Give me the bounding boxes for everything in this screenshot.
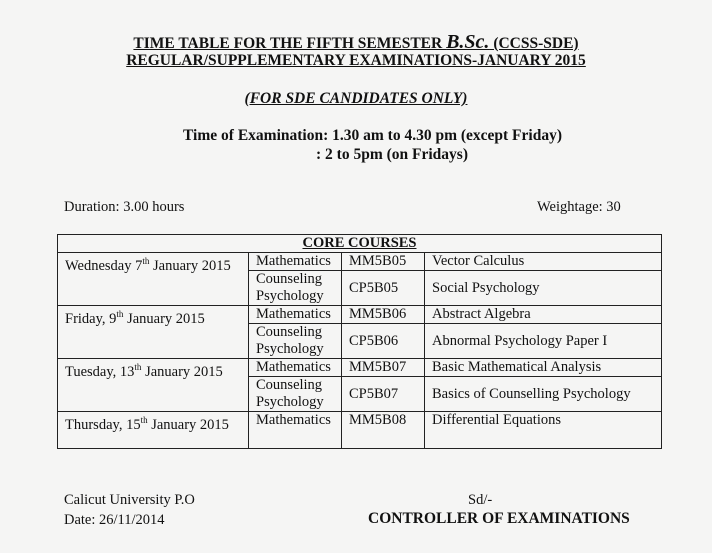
degree-text: B.Sc. bbox=[446, 31, 490, 53]
course-title: Abstract Algebra bbox=[425, 306, 662, 324]
subject: Mathematics bbox=[249, 306, 342, 324]
subject: Mathematics bbox=[249, 359, 342, 377]
duration: Duration: 3.00 hours bbox=[64, 199, 185, 215]
table-row bbox=[58, 412, 662, 449]
course-title: Social Psychology bbox=[425, 271, 662, 306]
table-row bbox=[58, 306, 662, 324]
course-code: CP5B06 bbox=[342, 324, 425, 359]
notice-date: Date: 26/11/2014 bbox=[64, 512, 165, 528]
course-title: Vector Calculus bbox=[425, 253, 662, 271]
title-text: TIME TABLE FOR THE FIFTH SEMESTER bbox=[133, 35, 447, 52]
exam-date: Friday, 9th January 2015 bbox=[58, 306, 249, 359]
course-title: Basic Mathematical Analysis bbox=[425, 359, 662, 377]
course-title: Basics of Counselling Psychology bbox=[425, 377, 662, 412]
exam-date: Thursday, 15th January 2015 bbox=[58, 412, 249, 449]
title-suffix: (CCSS-SDE) bbox=[489, 35, 579, 52]
course-code: MM5B05 bbox=[342, 253, 425, 271]
table-header: CORE COURSES bbox=[58, 235, 662, 253]
exam-time-line-2: : 2 to 5pm (on Fridays) bbox=[316, 146, 468, 163]
title-line-2: REGULAR/SUPPLEMENTARY EXAMINATIONS-JANUARY 2015 bbox=[126, 52, 586, 69]
address: Calicut University P.O bbox=[64, 492, 195, 508]
subject: Counseling Psychology bbox=[249, 324, 342, 359]
timetable bbox=[57, 234, 662, 449]
subject: Mathematics bbox=[249, 253, 342, 271]
course-code: CP5B05 bbox=[342, 271, 425, 306]
signatory: CONTROLLER OF EXAMINATIONS bbox=[368, 510, 630, 527]
course-title: Abnormal Psychology Paper I bbox=[425, 324, 662, 359]
exam-date: Tuesday, 13th January 2015 bbox=[58, 359, 249, 412]
course-code: MM5B06 bbox=[342, 306, 425, 324]
course-code: MM5B08 bbox=[342, 412, 425, 449]
subject: Counseling Psychology bbox=[249, 377, 342, 412]
course-title: Differential Equations bbox=[425, 412, 662, 449]
title-line-1 bbox=[0, 31, 712, 54]
exam-date: Wednesday 7th January 2015 bbox=[58, 253, 249, 306]
table-row bbox=[58, 253, 662, 271]
table-row bbox=[58, 359, 662, 377]
subject: Counseling Psychology bbox=[249, 271, 342, 306]
subject: Mathematics bbox=[249, 412, 342, 449]
candidates-note: (FOR SDE CANDIDATES ONLY) bbox=[244, 90, 468, 107]
course-code: CP5B07 bbox=[342, 377, 425, 412]
exam-time-line-1: Time of Examination: 1.30 am to 4.30 pm (except Friday) bbox=[183, 127, 562, 144]
signed-mark: Sd/- bbox=[468, 492, 493, 508]
weightage: Weightage: 30 bbox=[537, 199, 621, 215]
course-code: MM5B07 bbox=[342, 359, 425, 377]
